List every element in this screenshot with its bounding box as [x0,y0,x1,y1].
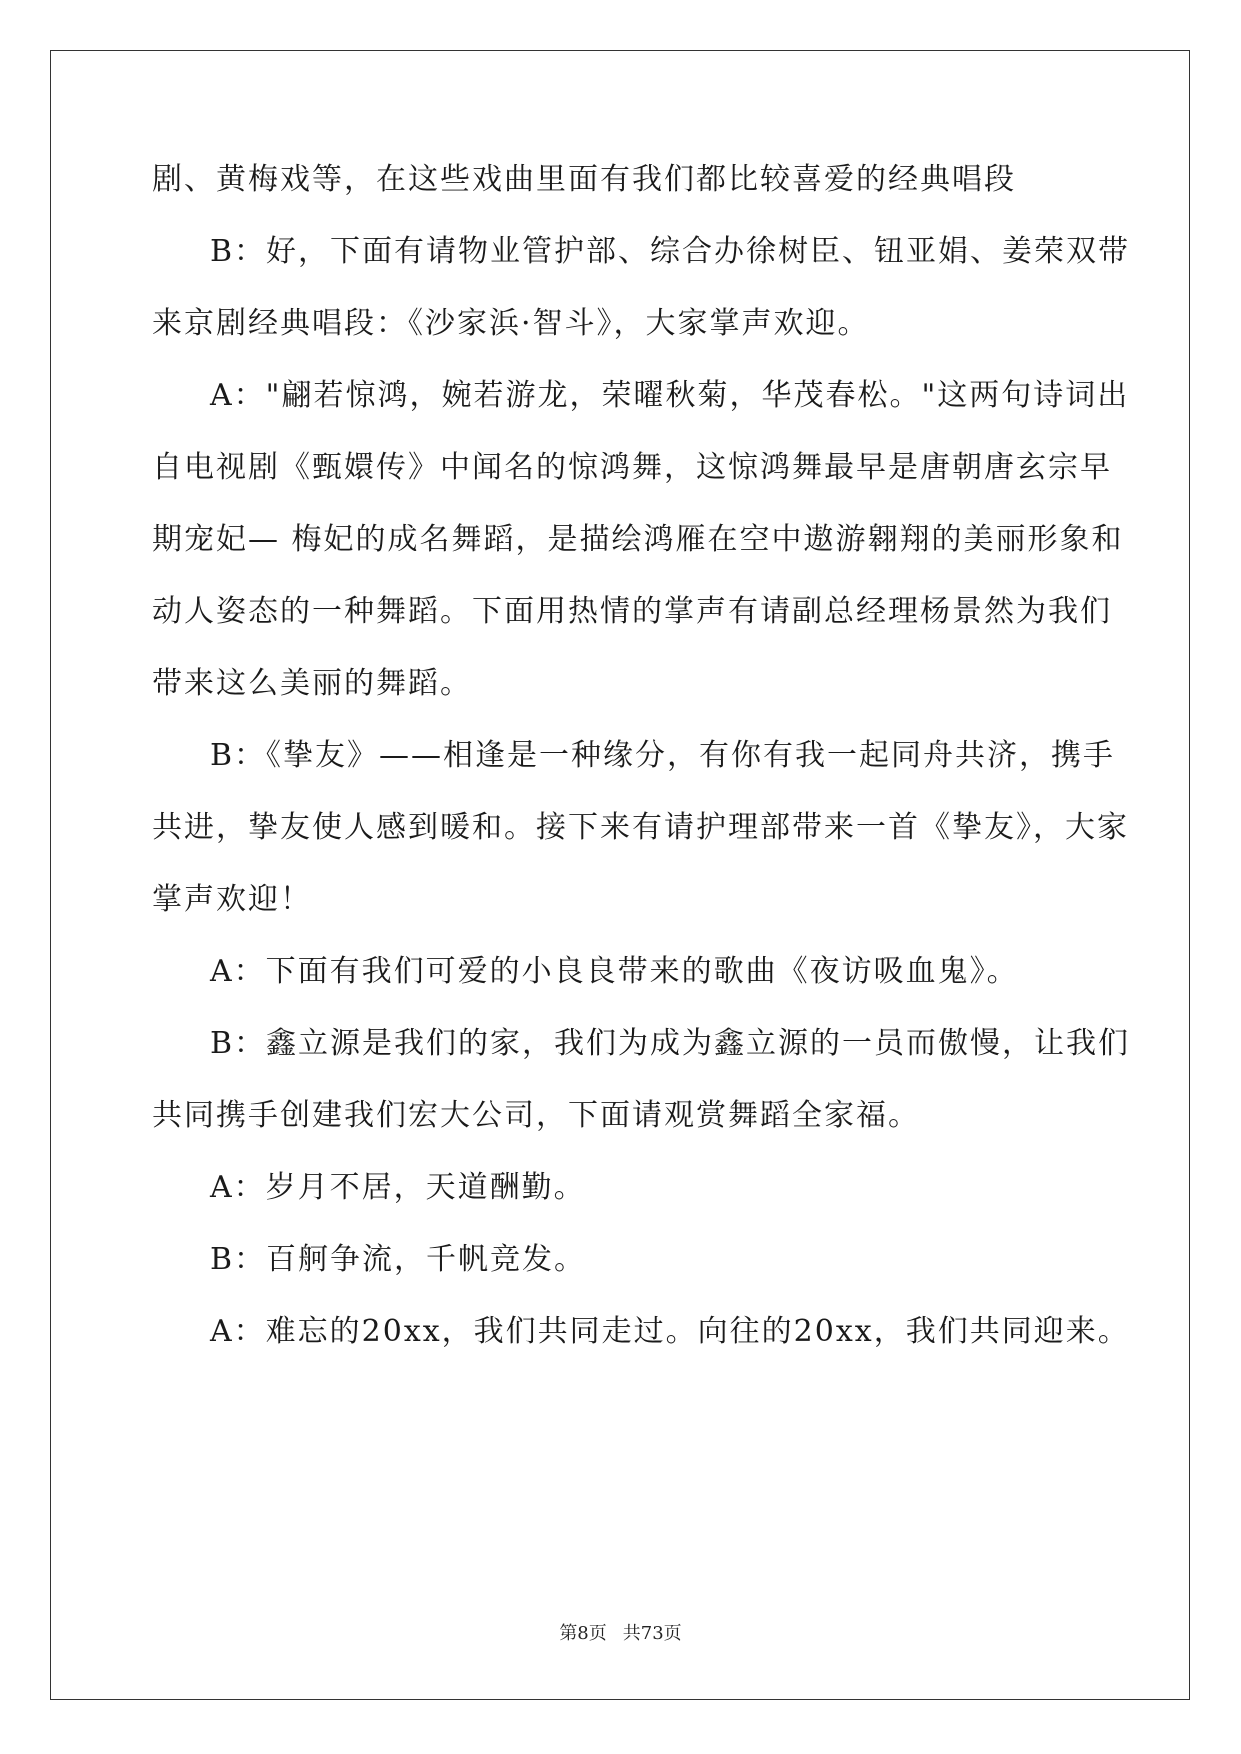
text-line: A：难忘的20xx，我们共同走过。向往的20xx，我们共同迎来。 [210,1314,1130,1349]
page-number: 第8页 [559,1623,607,1644]
text-line: 来京剧经典唱段：《沙家浜·智斗》，大家掌声欢迎。 [152,306,870,341]
text-line: A：岁月不居，天道酬勤。 [210,1170,586,1205]
text-line: 动人姿态的一种舞蹈。下面用热情的掌声有请副总经理杨景然为我们 [152,594,1112,629]
text-line: 共进，挚友使人感到暖和。接下来有请护理部带来一首《挚友》，大家 [152,810,1129,845]
page-footer [0,1622,1241,1646]
text-line: B：鑫立源是我们的家，我们为成为鑫立源的一员而傲慢，让我们 [210,1026,1131,1061]
text-line: A：下面有我们可爱的小良良带来的歌曲《夜访吸血鬼》。 [210,954,1019,989]
page-total: 共73页 [622,1623,682,1644]
text-line: A："翩若惊鸿，婉若游龙，荣曜秋菊，华茂春松。"这两句诗词出 [210,378,1130,413]
text-line: 掌声欢迎！ [152,882,312,917]
text-line: B：好，下面有请物业管护部、综合办徐树臣、钮亚娟、姜荣双带 [210,234,1131,269]
page-frame [50,50,1190,1700]
text-line: B：百舸争流，千帆竞发。 [210,1242,587,1277]
text-line: B：《挚友》——相逢是一种缘分，有你有我一起同舟共济，携手 [210,738,1116,773]
text-line: 自电视剧《甄嬛传》中闻名的惊鸿舞，这惊鸿舞最早是唐朝唐玄宗早 [152,450,1112,485]
text-line: 带来这么美丽的舞蹈。 [152,666,472,701]
text-line: 共同携手创建我们宏大公司，下面请观赏舞蹈全家福。 [152,1098,920,1133]
text-line: 期宠妃— 梅妃的成名舞蹈，是描绘鸿雁在空中遨游翱翔的美丽形象和 [152,522,1124,557]
text-line: 剧、黄梅戏等，在这些戏曲里面有我们都比较喜爱的经典唱段 [152,162,1016,197]
